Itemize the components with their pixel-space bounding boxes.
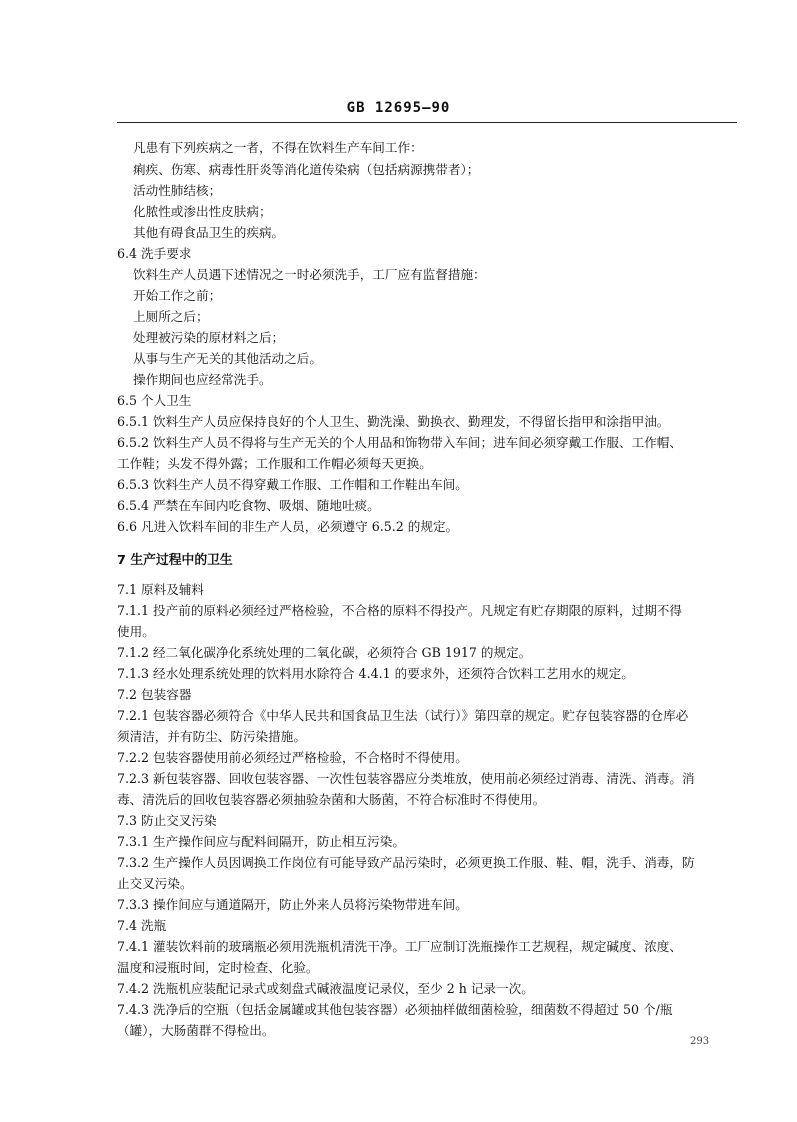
clause-line: 7.4.2 洗瓶机应装配记录式或刻盘式碱液温度记录仪，至少 2 h 记录一次。 [117, 981, 534, 996]
clause-line: 6.5.3 饮料生产人员不得穿戴工作服、工作帽和工作鞋出车间。 [117, 477, 468, 492]
text-line: 处理被污染的原材料之后； [133, 330, 285, 345]
text-line: 化脓性或渗出性皮肤病； [133, 204, 272, 219]
clause-line: 7.4.1 灌装饮料前的玻璃瓶必须用洗瓶机清洗干净。工厂应制订洗瓶操作工艺规程，规定碱度、浓度、 [117, 939, 682, 954]
header-rule [117, 122, 737, 123]
clause-line: （罐），大肠菌群不得检出。 [117, 1023, 275, 1038]
clause-line: 7.2.3 新包装容器、回收包装容器、一次性包装容器应分类堆放，使用前必须经过消毒、清洗、消毒。消 [117, 771, 695, 786]
text-line: 活动性肺结核； [133, 183, 222, 198]
clause-line: 7.3.2 生产操作人员因调换工作岗位有可能导致产品污染时，必须更换工作服、鞋、帽，洗手、消毒，防 [117, 855, 695, 870]
clause-line: 须清洁，并有防尘、防污染措施。 [117, 729, 306, 744]
clause-line: 6.5.4 严禁在车间内吃食物、吸烟、随地吐痰。 [117, 498, 380, 513]
clause-line: 7.1.1 投产前的原料必须经过严格检验，不合格的原料不得投产。凡规定有贮存期限的原料，过期不得 [117, 603, 682, 618]
clause-line: 6.5.2 饮料生产人员不得将与生产无关的个人用品和饰物带入车间；进车间必须穿戴工作服、工作帽、 [117, 435, 682, 450]
clause-line: 7.2.2 包装容器使用前必须经过严格检验，不合格时不得使用。 [117, 750, 468, 765]
clause-line: 6.5.1 饮料生产人员应保持良好的个人卫生、勤洗澡、勤换衣、勤理发，不得留长指甲和涂指甲油。 [117, 414, 670, 429]
section-heading: 7.2 包装容器 [117, 687, 192, 702]
clause-line: 7.3.1 生产操作间应与配料间隔开，防止相互污染。 [117, 834, 405, 849]
clause-line: 7.4.3 洗净后的空瓶（包括金属罐或其他包装容器）必须抽样做细菌检验，细菌数不得超过 50 个/瓶 [117, 1002, 673, 1017]
clause-line: 7.3.3 操作间应与通道隔开，防止外来人员将污染物带进车间。 [117, 897, 468, 912]
text-line: 痢疾、伤寒、病毒性肝炎等消化道传染病（包括病源携带者）； [133, 162, 480, 177]
text-line: 开始工作之前； [133, 288, 222, 303]
text-line: 凡患有下列疾病之一者，不得在饮料生产车间工作： [133, 140, 423, 155]
clause-line: 使用。 [117, 624, 155, 639]
clause-line: 止交叉污染。 [117, 876, 193, 891]
section-heading: 7.4 洗瓶 [117, 918, 167, 933]
text-line: 饮料生产人员遇下述情况之一时必须洗手，工厂应有监督措施： [133, 267, 486, 282]
text-line: 从事与生产无关的其他活动之后。 [133, 351, 322, 366]
clause-line: 毒、清洗后的回收包装容器必须抽验杂菌和大肠菌，不符合标准时不得使用。 [117, 792, 546, 807]
standard-number-header: GB 12695—90 [346, 100, 451, 116]
page-number: 293 [690, 1036, 710, 1047]
section-heading: 6.5 个人卫生 [117, 393, 192, 408]
text-line: 操作期间也应经常洗手。 [133, 372, 272, 387]
text-line: 其他有碍食品卫生的疾病。 [133, 225, 285, 240]
clause-line: 温度和浸瓶时间，定时检查、化验。 [117, 960, 319, 975]
text-line: 上厕所之后； [133, 309, 209, 324]
clause-line: 工作鞋；头发不得外露；工作服和工作帽必须每天更换。 [117, 456, 432, 471]
clause-line: 6.6 凡进入饮料车间的非生产人员，必须遵守 6.5.2 的规定。 [117, 519, 459, 534]
section-heading: 6.4 洗手要求 [117, 246, 192, 261]
clause-line: 7.1.3 经水处理系统处理的饮料用水除符合 4.4.1 的要求外，还须符合饮料工艺用水的规定。 [117, 666, 634, 681]
chapter-heading: 7 生产过程中的卫生 [117, 553, 233, 568]
clause-line: 7.1.2 经二氧化碳净化系统处理的二氧化碳，必须符合 GB 1917 的规定。 [117, 645, 532, 660]
section-heading: 7.1 原料及辅料 [117, 582, 205, 597]
section-heading: 7.3 防止交叉污染 [117, 813, 217, 828]
clause-line: 7.2.1 包装容器必须符合《中华人民共和国食品卫生法（试行）》第四章的规定。贮存包装容器的仓库必 [117, 708, 689, 723]
